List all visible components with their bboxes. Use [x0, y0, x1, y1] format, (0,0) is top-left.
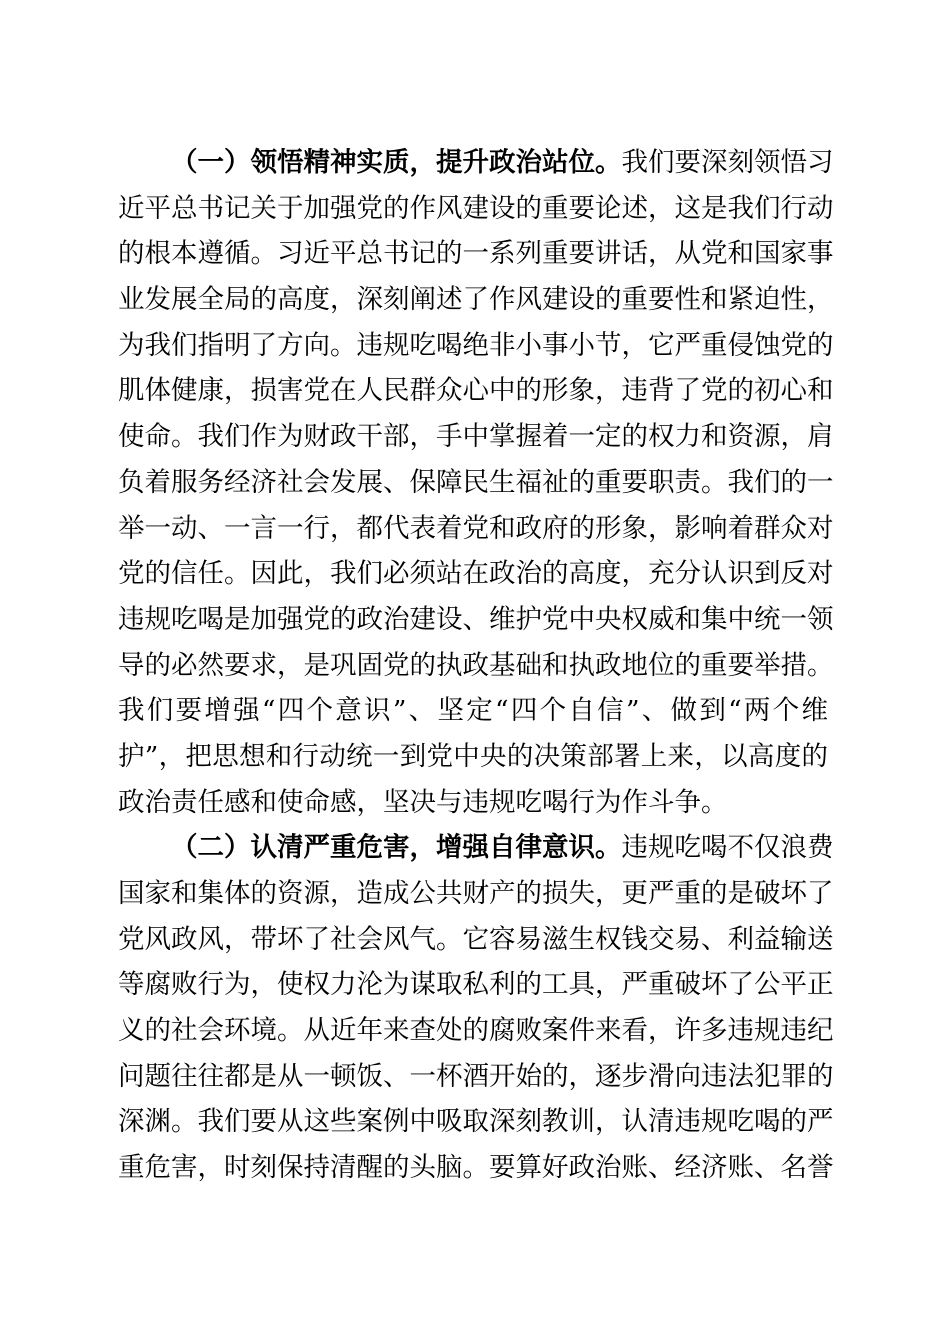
paragraph-line: 肌体健康，损害党在人民群众心中的形象，违背了党的初心和 [118, 375, 834, 407]
paragraph-line: 党风政风，带坏了社会风气。它容易滋生权钱交易、利益输送 [118, 923, 834, 955]
paragraph-line: 重危害，时刻保持清醒的头脑。要算好政治账、经济账、名誉 [118, 1152, 834, 1184]
paragraph-line: 导的必然要求，是巩固党的执政基础和执政地位的重要举措。 [118, 649, 834, 681]
paragraph-line: 违规吃喝是加强党的政治建设、维护党中央权威和集中统一领 [118, 603, 834, 635]
section-heading-2: （二）认清严重危害，增强自律意识。 [171, 832, 622, 864]
paragraph-1-first-line [118, 140, 834, 186]
paragraph-line: 业发展全局的高度，深刻阐述了作风建设的重要性和紧迫性， [118, 284, 834, 316]
paragraph-2-first-line [118, 825, 834, 871]
document-body [118, 140, 834, 1191]
paragraph-line: 使命。我们作为财政干部，手中掌握着一定的权力和资源，肩 [118, 421, 834, 453]
paragraph-line: 举一动、一言一行，都代表着党和政府的形象，影响着群众对 [118, 512, 834, 544]
paragraph-line: 我们要增强“四个意识”、坚定“四个自信”、做到“两个维 [118, 695, 828, 727]
paragraph-line: 负着服务经济社会发展、保障民生福祉的重要职责。我们的一 [118, 466, 834, 498]
paragraph-line: 深渊。我们要从这些案例中吸取深刻教训，认清违规吃喝的严 [118, 1106, 834, 1138]
section-heading-1: （一）领悟精神实质，提升政治站位。 [171, 147, 622, 178]
paragraph-line: 政治责任感和使命感，坚决与违规吃喝行为作斗争。 [118, 786, 728, 818]
paragraph-text: 违规吃喝不仅浪费 [621, 832, 834, 864]
paragraph-line: 党的信任。因此，我们必须站在政治的高度，充分认识到反对 [118, 558, 834, 590]
paragraph-line: 义的社会环境。从近年来查处的腐败案件来看，许多违规违纪 [118, 1015, 834, 1047]
paragraph-line: 近平总书记关于加强党的作风建设的重要论述，这是我们行动 [118, 192, 834, 224]
paragraph-line: 问题往往都是从一顿饭、一杯酒开始的，逐步滑向违法犯罪的 [118, 1060, 834, 1092]
paragraph-line: 护”，把思想和行动统一到党中央的决策部署上来，以高度的 [118, 740, 828, 772]
paragraph-line: 国家和集体的资源，造成公共财产的损失，更严重的是破坏了 [118, 878, 834, 909]
paragraph-line: 等腐败行为，使权力沦为谋取私利的工具，严重破坏了公平正 [118, 969, 834, 1001]
paragraph-line: 的根本遵循。习近平总书记的一系列重要讲话，从党和国家事 [118, 238, 834, 270]
paragraph-line: 为我们指明了方向。违规吃喝绝非小事小节，它严重侵蚀党的 [118, 329, 834, 361]
paragraph-text: 我们要深刻领悟习 [621, 147, 834, 178]
